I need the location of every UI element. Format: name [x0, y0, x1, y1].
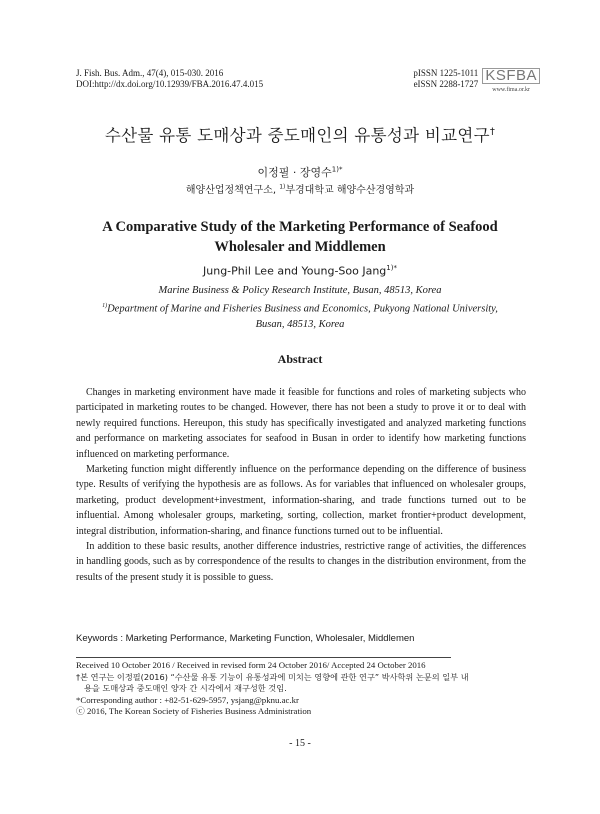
- pissn: pISSN 1225-1011: [413, 68, 479, 78]
- abstract-body: [76, 385, 526, 585]
- page-number: - 15 -: [289, 738, 311, 749]
- korean-title-text: 수산물 유통 도매상과 중도매인의 유통성과 비교연구: [104, 126, 490, 145]
- korean-affiliation-1: 해양산업정책연구소,: [185, 185, 276, 196]
- doi: DOI:http://dx.doi.org/10.12939/FBA.2016.47.4.015: [76, 79, 264, 89]
- korean-title-mark: †: [489, 126, 496, 138]
- logo-mark: KSFBA: [482, 68, 540, 84]
- corresponding-author: *Corresponding author : +82-51-629-5957, ysjang@pknu.ac.kr: [76, 694, 299, 705]
- english-title: [0, 217, 600, 257]
- eissn: eISSN 2288-1727: [413, 79, 479, 89]
- korean-affiliation-2: 부경대학교 해양수산경영학과: [285, 185, 415, 196]
- korean-affiliation: [0, 181, 600, 196]
- copyright: ⓒ 2016, The Korean Society of Fisheries Business Administration: [76, 706, 312, 716]
- funding-note-line1: †본 연구는 이정필(2016) “수산물 유통 기능이 유통성과에 미치는 영향에 관한 연구” 박사학위 논문의 일부 내: [76, 671, 469, 682]
- abstract-paragraph-2: Marketing function might differently influence on the performance depending on the difference of business type. Results of verifying the hypothesis are as follows. As for variables that influenced on wholesaler groups, marketing, product development+investment, information-sharing, and trade functions turned out to be influential. Among wholesaler groups, marketing, sorting, collection, market frontier+product development, integral distribution, information-sharing, and finance functions turned out to be influential.: [76, 464, 526, 537]
- journal-citation: [76, 68, 263, 90]
- korean-affiliation-mark: 1): [279, 183, 286, 191]
- korean-authors: [0, 164, 600, 180]
- abstract-paragraph-3: In addition to these basic results, another difference industries, restrictive range of activities, the differences in handling goods, such as by correspondence of the results to changes in the distribution environment, from the results of the present study it is possible to guess.: [76, 541, 526, 583]
- logo-url: www.fima.or.kr: [492, 87, 531, 93]
- english-authors: [0, 264, 600, 278]
- issn-block: [413, 68, 540, 96]
- funding-note-line2: 용을 도매상과 중도매인 양자 간 시각에서 재구성한 것임.: [84, 683, 287, 693]
- footnote-divider: [76, 657, 451, 658]
- korean-author-mark: 1)*: [331, 165, 343, 174]
- korean-author-names: 이정필 · 장영수: [257, 166, 332, 179]
- english-affiliation-1: Marine Business & Policy Research Institute, Busan, 48513, Korea: [158, 285, 442, 296]
- abstract-paragraph-1: Changes in marketing environment have made it feasible for functions and roles of marketing subjects who participated in marketing routes to be changed. However, there has not been a study to prove it or to deal with newly required functions. Hereupon, this study has specifically investigated and analyzed marketing functions and performance on marketing associates for seafood in Busan in order to identify how marketing functions influenced on marketing performance.: [76, 387, 526, 460]
- english-affiliation-2-line1: [0, 299, 600, 317]
- ksfba-logo: [482, 68, 540, 96]
- journal-reference: J. Fish. Bus. Adm., 47(4), 015-030. 2016: [76, 68, 224, 78]
- english-author-names: Jung-Phil Lee and Young-Soo Jang: [203, 264, 387, 278]
- english-affiliations: [0, 283, 600, 332]
- received-dates: Received 10 October 2016 / Received in revised form 24 October 2016/ Accepted 24 October 2016: [76, 660, 426, 670]
- english-affiliation-2-mark: 1): [102, 302, 108, 309]
- footnotes: [76, 660, 526, 718]
- issn-numbers: [413, 68, 478, 90]
- english-title-line2: Wholesaler and Middlemen: [214, 239, 386, 255]
- english-title-line1: A Comparative Study of the Marketing Performance of Seafood: [102, 219, 498, 235]
- abstract-heading: Abstract: [277, 352, 323, 366]
- english-affiliation-2-line2: Busan, 48513, Korea: [255, 318, 345, 330]
- english-affiliation-2-text: Department of Marine and Fisheries Business and Economics, Pukyong National University,: [107, 303, 498, 314]
- korean-title: [0, 122, 600, 146]
- english-author-mark: 1)*: [386, 264, 397, 272]
- keywords: Keywords : Marketing Performance, Marketing Function, Wholesaler, Middlemen: [76, 633, 415, 644]
